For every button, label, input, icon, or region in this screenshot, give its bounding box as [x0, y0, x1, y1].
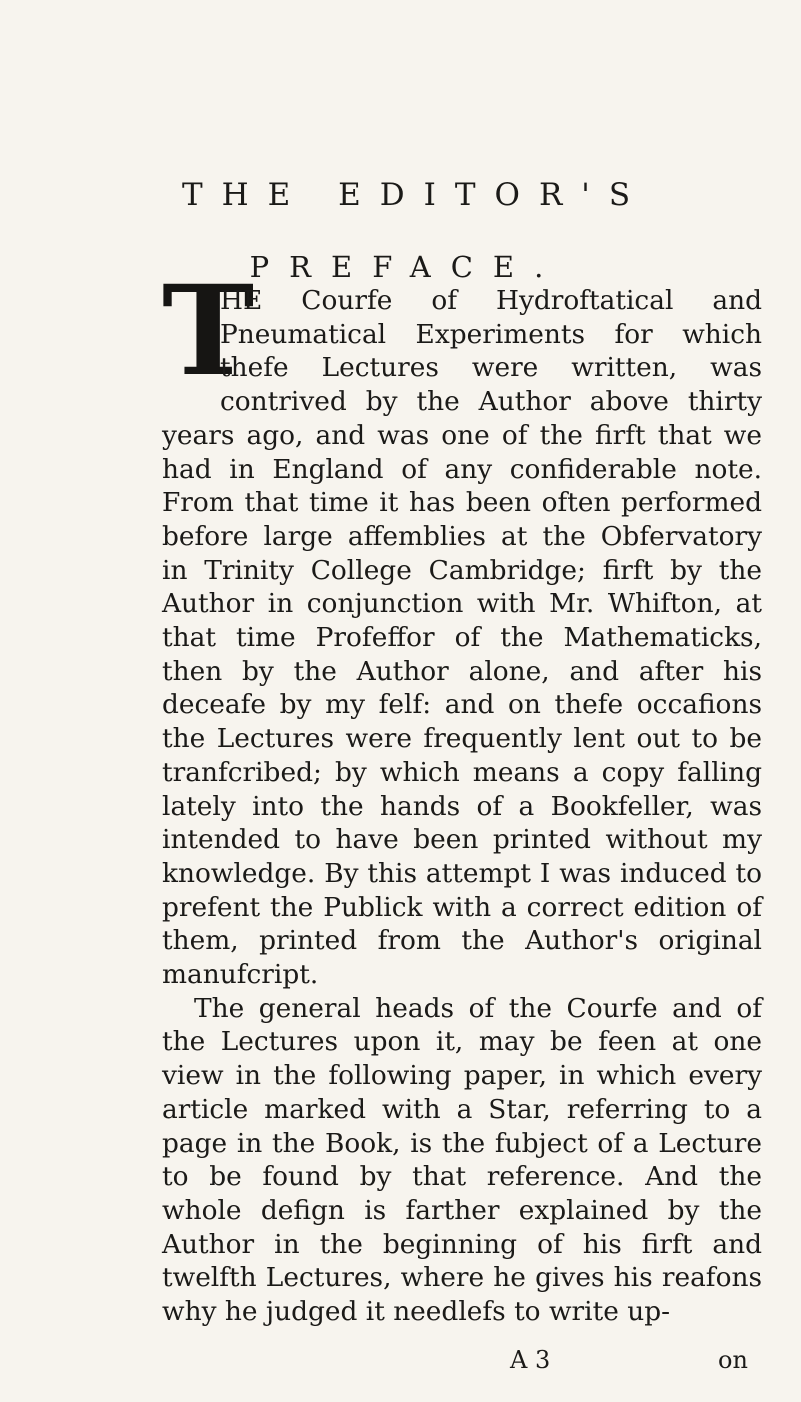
drop-cap: T — [162, 259, 255, 404]
page-title: THE EDITOR'S — [181, 177, 650, 213]
catchword: on — [718, 1346, 748, 1374]
signature-mark: A 3 — [510, 1346, 551, 1374]
page-subtitle: PREFACE. — [249, 250, 564, 284]
paragraph-2: The general heads of the Courfe and of the Lectures upon it, may be feen at one view in the following paper, in which every article marked with a Star, referring to a page in the Book, is the fubject of a Lecture to be found by that reference. And the whole defign is farther explained by the Author in the beginning of his firft and twelfth Lectures, where he gives his reafons why he judged it needlefs to write up- — [162, 992, 762, 1328]
paragraph-1-text: HE Courfe of Hydroftatical and Pneumatical Experiments for which thefe Lectures were written, was contrived by the Author above thirty years ago, and was one of the firft that we had in England of any confiderable note. From that time it has been often performed before large affemblies at the Obfervatory in Trinity College Cambridge; firft by the Author in conjunction with Mr. Whifton, at that time Profeffor of the Mathematicks, then by the Author alone, and after his deceafe by my felf: and on thefe occafions the Lectures were frequently lent out to be tranfcribed; by which means a copy falling lately into the hands of a Bookfeller, was intended to have been printed without my knowledge. By this attempt I was induced to prefent the Publick with a correct edition of them, printed from the Author's original manufcript. — [162, 285, 762, 991]
